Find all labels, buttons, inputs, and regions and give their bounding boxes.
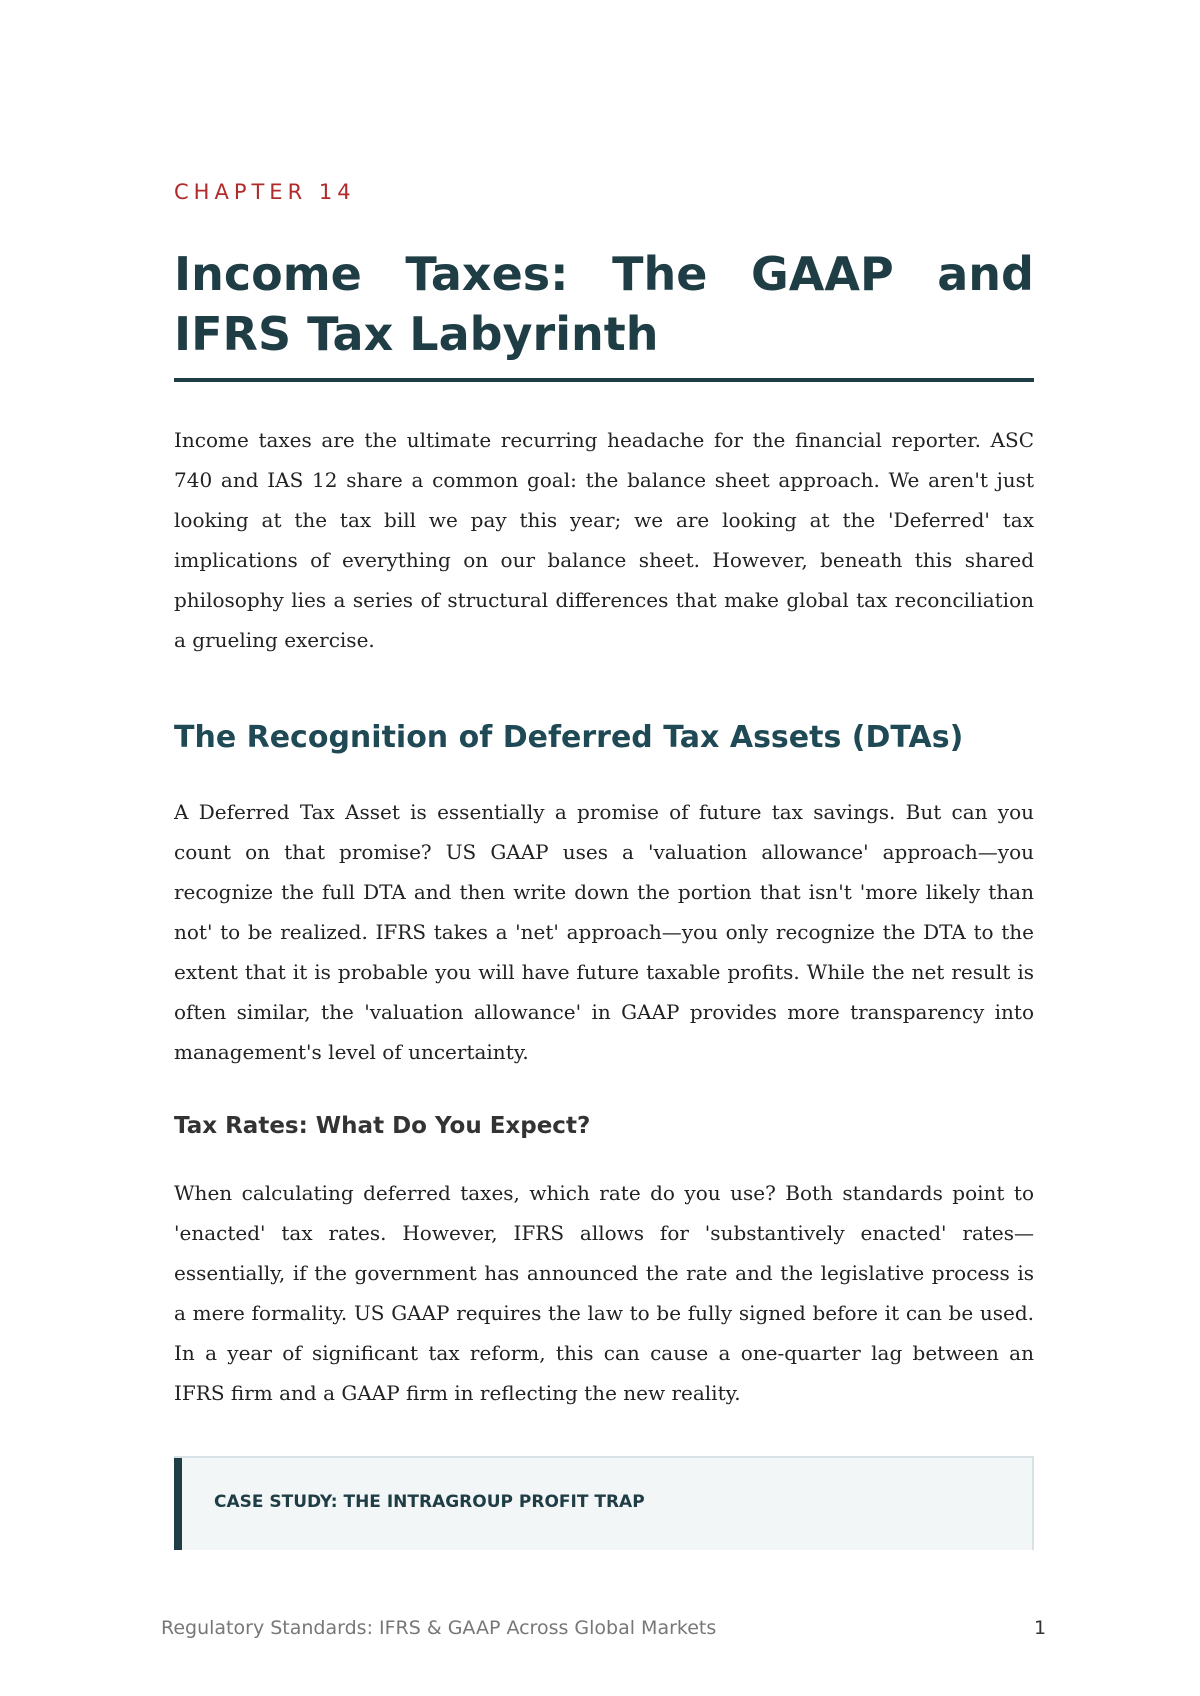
case-study-accent-bar [174, 1458, 182, 1550]
chapter-label: CHAPTER 14 [174, 180, 356, 204]
dta-paragraph: A Deferred Tax Asset is essentially a promise of future tax savings. But can you count on that promise? US GAAP uses a 'valuation allowance' approach—you recognize the full DTA and then write down the portion that isn't 'more likely than not' to be realized. IFRS takes a 'net' approach—you only recognize the DTA to the extent that it is probable you will have future taxable profits. While the net result is often similar, the 'valuation allowance' in GAAP provides more transparency into management's level of uncertainty. [174, 800, 1034, 1064]
title-divider [174, 378, 1034, 382]
chapter-title: Income Taxes: The GAAP and IFRS Tax Labyrinth [174, 247, 1034, 361]
footer-book-title: Regulatory Standards: IFRS & GAAP Across Global Markets [161, 1617, 717, 1639]
section-heading-dta: The Recognition of Deferred Tax Assets (DTAs) [174, 720, 964, 755]
intro-paragraph: Income taxes are the ultimate recurring headache for the financial reporter. ASC 740 and IAS 12 share a common goal: the balance sheet approach. We aren't just looking at the tax bill we pay this year; we are looking at the 'Deferred' tax implications of everything on our balance sheet. However, beneath this shared philosophy lies a series of structural differences that make global tax reconciliation a grueling exercise. [174, 428, 1034, 652]
subsection-heading-tax-rates: Tax Rates: What Do You Expect? [174, 1113, 591, 1139]
case-study-box [174, 1456, 1034, 1550]
footer-page-number: 1 [1034, 1617, 1047, 1639]
tax-rates-paragraph: When calculating deferred taxes, which rate do you use? Both standards point to 'enacted' tax rates. However, IFRS allows for 'substantively enacted' rates—essentially, if the government has announced the rate and the legislative process is a mere formality. US GAAP requires the law to be fully signed before it can be used. In a year of significant tax reform, this can cause a one-quarter lag between an IFRS firm and a GAAP firm in reflecting the new reality. [174, 1181, 1034, 1405]
case-study-title: CASE STUDY: THE INTRAGROUP PROFIT TRAP [214, 1492, 645, 1512]
